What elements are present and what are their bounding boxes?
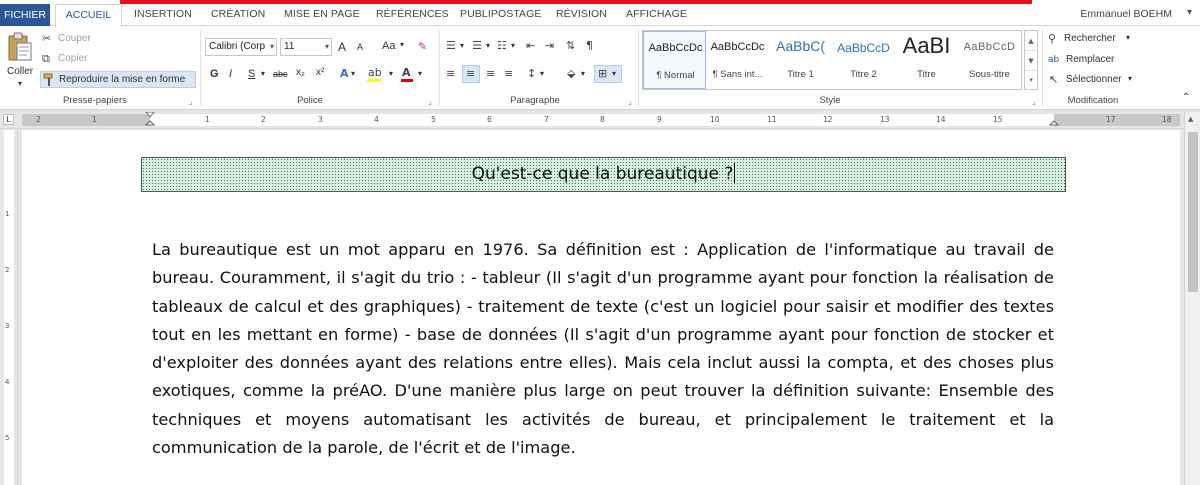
style-title[interactable]: [895, 31, 958, 89]
style-preview: AaBbCcDc: [710, 41, 765, 53]
style-heading-1[interactable]: [769, 31, 832, 89]
right-indent-marker-icon[interactable]: [1049, 112, 1059, 128]
underline-button[interactable]: S: [248, 68, 256, 80]
ruler-number: 4: [374, 115, 379, 124]
superscript-button[interactable]: x²: [316, 67, 325, 78]
vertical-scrollbar[interactable]: [1184, 112, 1200, 485]
style-preview: AaBbC(: [775, 38, 826, 54]
vruler-number: 4: [5, 378, 10, 386]
line-spacing-dropdown-icon[interactable]: ▾: [540, 69, 545, 78]
highlight-button[interactable]: [366, 66, 388, 84]
ruler-number: 6: [487, 115, 492, 124]
paste-button[interactable]: [4, 30, 36, 90]
styles-gallery-scroller[interactable]: [1024, 30, 1038, 90]
styles-group-label: Style: [819, 95, 841, 106]
style-subtitle[interactable]: [958, 31, 1021, 89]
font-size-dropdown-icon[interactable]: ▾: [324, 42, 329, 51]
ribbon-tab-bar: [0, 0, 1200, 26]
paste-dropdown-icon[interactable]: ▾: [18, 79, 23, 88]
style-name: ¶ Sans int...: [712, 69, 763, 80]
cut-label: Couper: [58, 33, 91, 44]
italic-button[interactable]: I: [229, 68, 233, 80]
binoculars-icon: ⚲: [1048, 32, 1057, 45]
ruler-number: 1: [205, 115, 210, 124]
clipboard-group-label: Presse-papiers: [63, 95, 127, 106]
styles-launcher-icon[interactable]: ⌟: [1032, 97, 1036, 106]
paragraph-launcher-icon[interactable]: ⌟: [628, 97, 632, 106]
change-case-dropdown-icon[interactable]: ▾: [400, 40, 405, 49]
heading-text: Qu'est-ce que la bureautique ?: [471, 164, 734, 184]
vruler-number: 2: [5, 266, 10, 274]
styles-up-icon[interactable]: ▲: [1025, 31, 1037, 51]
multilevel-list-icon[interactable]: ☷: [497, 39, 507, 52]
ruler-number: 18: [1162, 115, 1172, 124]
tab-selector-icon[interactable]: L: [3, 114, 14, 125]
paintbrush-icon: [43, 73, 57, 87]
style-preview: AaBbCcD: [963, 41, 1016, 53]
vertical-ruler[interactable]: [0, 130, 18, 485]
document-body-paragraph[interactable]: La bureautique est un mot apparu en 1976. Sa définition est : Application de l'informatique au travail de bureau. Couramment, il s'agit du trio : - tableur (Il s'agit d'un programme ayant pour fonction la réalisation de tableaux de calcul et des graphiques) - traitement de texte (c'est un logiciel pour saisir et modifier des textes tout en les mettant en forme) - base de données (Il s'agit d'un programme ayant pour fonction de stocker et d'exploiter des données ayant des relations entre elles). Mais cela inclut aussi la compta, et des choses plus exotiques, comme la préAO. D'une manière plus large on peut trouver la définition suivante: Ensemble des techniques et moyens automatisant les activités de bureau, et principalement le traitement et la communication de la parole, de l'écrit et de l'image.: [152, 240, 1054, 458]
vruler-number: 1: [5, 210, 10, 218]
numbering-icon[interactable]: ☰: [472, 39, 482, 52]
decrease-indent-icon[interactable]: ⇤: [526, 39, 536, 52]
find-label: Rechercher: [1064, 33, 1116, 44]
font-name-dropdown-icon[interactable]: ▾: [269, 42, 274, 51]
underline-dropdown-icon[interactable]: ▾: [261, 69, 266, 78]
style-name: Sous-titre: [969, 69, 1010, 80]
group-separator: [1042, 30, 1043, 106]
highlight-dropdown-icon[interactable]: ▾: [389, 69, 394, 78]
document-page[interactable]: [22, 130, 1180, 485]
clipboard-launcher-icon[interactable]: ⌟: [189, 97, 193, 106]
cut-button[interactable]: [42, 32, 102, 46]
copy-icon: ⧉: [42, 52, 50, 65]
shrink-font-button[interactable]: A: [357, 42, 364, 52]
format-painter-button[interactable]: [40, 71, 196, 88]
line-spacing-icon[interactable]: ↕: [527, 67, 537, 80]
justify-icon[interactable]: ≡: [504, 67, 514, 80]
numbering-dropdown-icon[interactable]: ▾: [486, 41, 491, 50]
align-right-icon[interactable]: ≡: [486, 67, 496, 80]
borders-dropdown-icon[interactable]: ▾: [612, 69, 617, 78]
copy-button[interactable]: [42, 52, 102, 66]
font-name-value: Calibri (Corp: [209, 41, 266, 52]
styles-more-icon[interactable]: ▾: [1029, 76, 1033, 84]
ruler-number: 9: [657, 115, 662, 124]
ruler-number: 7: [544, 115, 549, 124]
document-heading[interactable]: [141, 157, 1066, 192]
strikethrough-button[interactable]: abc: [273, 69, 288, 79]
editing-group-label: Modification: [1067, 95, 1119, 106]
ruler-number: 8: [600, 115, 605, 124]
tab-review[interactable]: RÉVISION: [556, 8, 607, 20]
user-name[interactable]: Emmanuel BOEHM: [1080, 8, 1172, 20]
font-color-dropdown-icon[interactable]: ▾: [418, 69, 423, 78]
tab-mailings[interactable]: PUBLIPOSTAGE: [460, 8, 542, 20]
title-bar-stripe: [120, 0, 1032, 4]
scrollbar-thumb[interactable]: [1188, 132, 1198, 292]
collapse-ribbon-icon[interactable]: ⌃: [1182, 92, 1191, 103]
replace-label: Remplacer: [1066, 54, 1115, 65]
increase-indent-icon[interactable]: ⇥: [545, 39, 555, 52]
ruler-number: 5: [431, 115, 436, 124]
tab-references[interactable]: RÉFÉRENCES: [376, 8, 449, 20]
font-color-swatch: [401, 79, 413, 82]
style-name: Titre 2: [850, 69, 877, 80]
group-separator: [200, 30, 201, 106]
ruler-number: 2: [36, 115, 41, 124]
font-name-select[interactable]: [205, 38, 277, 56]
style-name: Titre: [917, 69, 936, 80]
find-button[interactable]: [1048, 32, 1138, 46]
select-dropdown-icon[interactable]: ▾: [1128, 74, 1133, 83]
style-name: Titre 1: [787, 69, 814, 80]
borders-icon: ⊞: [598, 67, 608, 80]
pilcrow-icon[interactable]: ¶: [586, 39, 593, 52]
clipboard-icon: [7, 32, 33, 62]
bullets-icon[interactable]: ☰: [446, 39, 456, 52]
style-no-spacing[interactable]: [706, 31, 769, 89]
ruler-left-margin: [22, 114, 150, 126]
text-effects-icon[interactable]: A: [340, 67, 349, 80]
left-indent-marker-icon[interactable]: [145, 112, 155, 128]
bold-button[interactable]: G: [210, 68, 219, 80]
ruler-number: 1: [92, 115, 97, 124]
align-center-button[interactable]: [462, 65, 480, 83]
select-label: Sélectionner: [1066, 74, 1122, 85]
replace-button[interactable]: [1048, 53, 1128, 67]
highlighter-icon: ab: [368, 66, 382, 79]
sort-icon[interactable]: ⇅: [566, 39, 576, 52]
style-heading-2[interactable]: [832, 31, 895, 89]
tab-home[interactable]: ACCUEIL: [55, 4, 122, 27]
vruler-number: 5: [5, 434, 10, 442]
style-normal[interactable]: [643, 31, 706, 89]
highlight-color-swatch: [367, 79, 381, 82]
styles-gallery: [642, 30, 1022, 90]
text-cursor: [734, 163, 735, 183]
format-painter-label: Reproduire la mise en forme: [59, 74, 186, 85]
borders-button[interactable]: [594, 65, 622, 83]
paste-label: Coller: [7, 66, 34, 77]
copy-label: Copier: [58, 53, 88, 64]
font-color-button[interactable]: [400, 66, 416, 84]
clear-formatting-icon[interactable]: ✎: [418, 40, 428, 53]
find-dropdown-icon[interactable]: ▾: [1126, 33, 1131, 42]
font-launcher-icon[interactable]: ⌟: [428, 97, 432, 106]
ruler-number: 15: [993, 115, 1003, 124]
style-name: ¶ Normal: [656, 70, 695, 81]
align-center-icon: ≡: [466, 67, 476, 80]
font-group-label: Police: [297, 95, 323, 106]
subscript-button[interactable]: x₂: [296, 67, 305, 78]
paragraph-group-label: Paragraphe: [510, 95, 560, 106]
scroll-up-icon[interactable]: ▲: [1188, 115, 1194, 123]
style-preview: AaBbCcD: [837, 41, 890, 55]
font-size-select[interactable]: [280, 38, 332, 56]
shading-dropdown-icon[interactable]: ▾: [581, 69, 586, 78]
horizontal-ruler[interactable]: [0, 111, 1200, 129]
ribbon-home: [0, 26, 1200, 110]
vruler-number: 3: [5, 322, 10, 330]
ruler-number: 10: [710, 115, 720, 124]
text-effects-dropdown-icon[interactable]: ▾: [351, 69, 356, 78]
tab-view[interactable]: AFFICHAGE: [626, 8, 687, 20]
user-menu-caret-icon[interactable]: ▾: [1186, 7, 1192, 18]
scissors-icon: ✂: [42, 32, 52, 45]
multilevel-dropdown-icon[interactable]: ▾: [511, 41, 516, 50]
tab-file[interactable]: FICHIER: [0, 4, 50, 26]
ruler-number: 2: [261, 115, 266, 124]
shading-icon[interactable]: ⬙: [567, 67, 576, 80]
cursor-arrow-icon: ↖: [1049, 73, 1059, 86]
ruler-number: 3: [318, 115, 323, 124]
group-separator: [439, 30, 440, 106]
font-size-value: 11: [284, 41, 295, 52]
change-case-button[interactable]: Aa: [382, 40, 396, 52]
ruler-number: 12: [823, 115, 833, 124]
style-preview: AaBbCcDc: [648, 42, 703, 54]
font-color-icon: A: [402, 66, 411, 79]
style-preview: AaBI: [902, 33, 951, 58]
select-button[interactable]: [1048, 73, 1138, 87]
group-separator: [638, 30, 639, 106]
vertical-ruler-text-area: [4, 130, 14, 485]
ruler-number: 11: [767, 115, 777, 124]
tab-design[interactable]: CRÉATION: [211, 8, 266, 20]
tab-layout[interactable]: MISE EN PAGE: [284, 8, 360, 20]
ruler-number: 13: [880, 115, 890, 124]
replace-icon: ab: [1048, 55, 1060, 65]
ruler-number: 14: [936, 115, 946, 124]
tab-insert[interactable]: INSERTION: [134, 8, 192, 20]
bullets-dropdown-icon[interactable]: ▾: [460, 41, 465, 50]
align-left-icon[interactable]: ≡: [446, 67, 456, 80]
grow-font-button[interactable]: A: [338, 40, 347, 54]
ruler-number: 17: [1106, 115, 1116, 124]
styles-down-icon[interactable]: ▼: [1025, 51, 1037, 71]
